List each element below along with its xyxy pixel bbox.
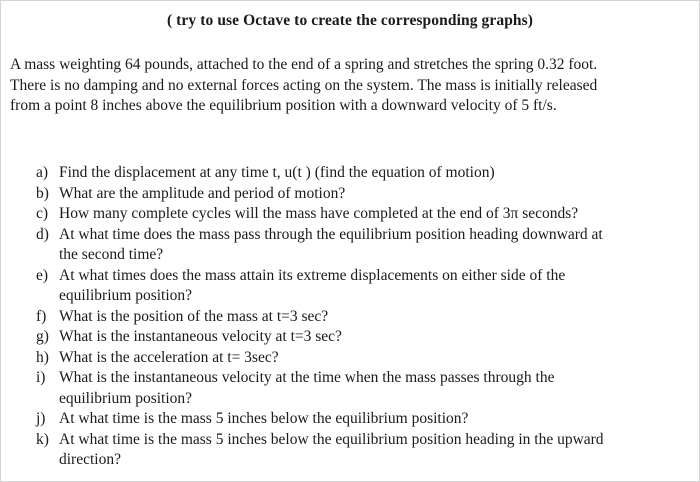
question-text-line: What is the position of the mass at t=3 sec? bbox=[59, 307, 329, 325]
question-text-line: What is the acceleration at t= 3sec? bbox=[59, 348, 279, 366]
question-text-line: equilibrium position? bbox=[59, 287, 193, 304]
question-label: k) bbox=[36, 430, 49, 448]
question-label: f) bbox=[36, 307, 47, 325]
question-label: i) bbox=[36, 369, 46, 386]
question-text bbox=[59, 307, 676, 328]
question-item bbox=[36, 348, 676, 369]
question-item bbox=[36, 327, 676, 348]
problem-line: from a point 8 inches above the equilibrium position with a downward velocity of 5 ft/s. bbox=[10, 97, 557, 114]
problem-line: A mass weighting 64 pounds, attached to the end of a spring and stretches the spring 0.32 foot. bbox=[10, 56, 598, 73]
question-text-line: At what times does the mass attain its extreme displacements on either side of the bbox=[59, 266, 566, 284]
question-text bbox=[59, 430, 676, 471]
question-list bbox=[36, 163, 676, 471]
question-text bbox=[59, 163, 676, 184]
question-text bbox=[59, 409, 676, 430]
question-label: a) bbox=[36, 164, 49, 181]
question-label: d) bbox=[36, 225, 49, 243]
question-text-line: What are the amplitude and period of motion? bbox=[59, 184, 346, 202]
question-label: b) bbox=[36, 184, 49, 202]
question-item bbox=[36, 204, 676, 225]
question-text bbox=[59, 225, 676, 266]
question-item bbox=[36, 409, 676, 430]
problem-line: There is no damping and no external forces acting on the system. The mass is initially released bbox=[10, 76, 598, 94]
question-text-line: the second time? bbox=[59, 246, 164, 263]
question-item bbox=[36, 184, 676, 205]
question-label: e) bbox=[36, 266, 49, 284]
question-text bbox=[59, 348, 676, 369]
question-text bbox=[59, 266, 676, 307]
question-text-line: At what time is the mass 5 inches below the equilibrium position? bbox=[59, 410, 469, 427]
page-title: ( try to use Octave to create the corresponding graphs) bbox=[166, 12, 534, 29]
question-label: j) bbox=[36, 410, 46, 427]
question-text-line: What is the instantaneous velocity at the time when the mass passes through the bbox=[59, 369, 555, 386]
question-label: h) bbox=[36, 348, 49, 366]
question-text bbox=[59, 327, 676, 348]
question-label: c) bbox=[36, 205, 49, 222]
question-text-line: At what time does the mass pass through the equilibrium position heading downward at bbox=[59, 225, 603, 243]
question-item bbox=[36, 225, 676, 266]
question-item bbox=[36, 266, 676, 307]
question-text-line: At what time is the mass 5 inches below the equilibrium position heading in the upward bbox=[59, 430, 604, 448]
question-label: g) bbox=[36, 328, 49, 345]
question-text-line: direction? bbox=[59, 451, 121, 468]
question-item bbox=[36, 430, 676, 471]
question-text bbox=[59, 368, 676, 409]
question-item bbox=[36, 163, 676, 184]
question-item bbox=[36, 307, 676, 328]
question-item bbox=[36, 368, 676, 409]
question-text-line: equilibrium position? bbox=[59, 389, 193, 407]
question-text bbox=[59, 184, 676, 205]
problem-statement bbox=[10, 55, 690, 117]
question-text-line: What is the instantaneous velocity at t=3 sec? bbox=[59, 328, 342, 345]
question-text-line: How many complete cycles will the mass have completed at the end of 3π seconds? bbox=[59, 205, 579, 222]
question-text bbox=[59, 204, 676, 225]
question-text-line: Find the displacement at any time t, u(t ) (find the equation of motion) bbox=[59, 164, 495, 181]
